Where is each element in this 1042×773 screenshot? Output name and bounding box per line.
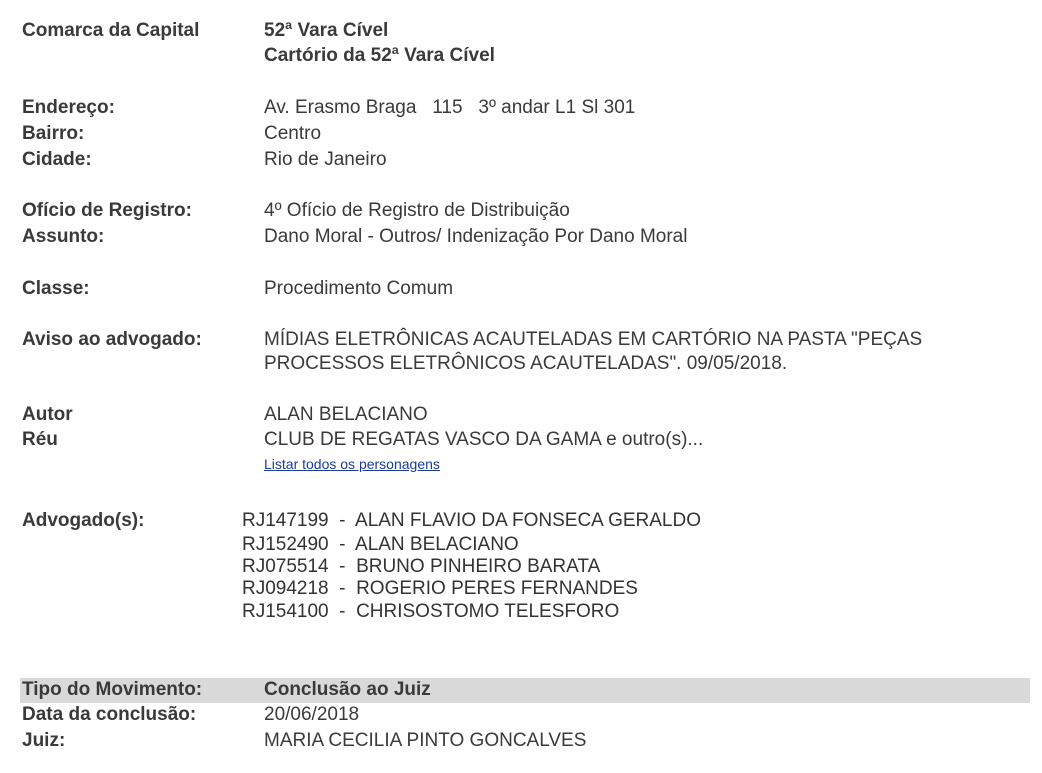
oficio-label: Ofício de Registro: xyxy=(22,200,192,221)
list-all-parties-link[interactable]: Listar todos os personagens xyxy=(264,456,440,472)
tipo-movimento-row xyxy=(22,678,1030,702)
autor-value: ALAN BELACIANO xyxy=(264,404,428,425)
data-conclusao-label: Data da conclusão: xyxy=(22,704,197,725)
tipo-movimento-label: Tipo do Movimento: xyxy=(22,679,203,700)
juiz-row xyxy=(22,729,1030,753)
cidade-value: Rio de Janeiro xyxy=(264,149,387,170)
cartorio-name: Cartório da 52ª Vara Cível xyxy=(264,45,495,66)
cidade-label: Cidade: xyxy=(22,149,92,170)
assunto-label: Assunto: xyxy=(22,226,105,247)
lawyer-item: RJ152490 - ALAN BELACIANO xyxy=(242,534,519,555)
tipo-movimento-value: Conclusão ao Juiz xyxy=(264,679,431,700)
lawyer-item: RJ094218 - ROGERIO PERES FERNANDES xyxy=(242,578,638,599)
advogados-label: Advogado(s): xyxy=(22,510,145,531)
oficio-row xyxy=(22,199,1030,223)
endereco-value: Av. Erasmo Braga 115 3º andar L1 Sl 301 xyxy=(264,97,636,118)
vara-name: 52ª Vara Cível xyxy=(264,20,389,41)
data-conclusao-row xyxy=(22,703,1030,727)
bairro-row xyxy=(22,122,1030,146)
oficio-value: 4º Ofício de Registro de Distribuição xyxy=(264,200,570,221)
endereco-label: Endereço: xyxy=(22,97,115,118)
assunto-row xyxy=(22,225,1030,249)
assunto-value: Dano Moral - Outros/ Indenização Por Dano Moral xyxy=(264,226,688,247)
juiz-label: Juiz: xyxy=(22,730,66,751)
endereco-row xyxy=(22,96,1030,120)
aviso-row xyxy=(22,328,1030,378)
aviso-value: MÍDIAS ELETRÔNICAS ACAUTELADAS EM CARTÓRIO NA PASTA "PEÇAS PROCESSOS ELETRÔNICOS ACAUTELADAS". 09/05/2018. xyxy=(264,329,923,374)
classe-value: Procedimento Comum xyxy=(264,278,454,299)
bairro-label: Bairro: xyxy=(22,123,85,144)
lawyer-item: RJ075514 - BRUNO PINHEIRO BARATA xyxy=(242,556,601,577)
autor-row xyxy=(22,403,1030,427)
bairro-value: Centro xyxy=(264,123,322,144)
listar-row xyxy=(22,452,1030,476)
comarca-row xyxy=(22,19,1030,43)
juiz-value: MARIA CECILIA PINTO GONCALVES xyxy=(264,730,587,751)
reu-row xyxy=(22,428,1030,452)
classe-label: Classe: xyxy=(22,278,90,299)
autor-label: Autor xyxy=(22,404,73,425)
cartorio-row xyxy=(22,44,1030,68)
data-conclusao-value: 20/06/2018 xyxy=(264,704,360,725)
comarca-label: Comarca da Capital xyxy=(22,20,200,41)
reu-label: Réu xyxy=(22,429,58,450)
aviso-label: Aviso ao advogado: xyxy=(22,329,202,350)
lawyer-item: RJ154100 - CHRISOSTOMO TELESFORO xyxy=(242,601,620,622)
cidade-row xyxy=(22,148,1030,172)
lawyer-item: RJ147199 - ALAN FLAVIO DA FONSECA GERALDO xyxy=(242,510,701,531)
reu-value: CLUB DE REGATAS VASCO DA GAMA e outro(s)... xyxy=(264,429,704,450)
classe-row xyxy=(22,277,1030,301)
